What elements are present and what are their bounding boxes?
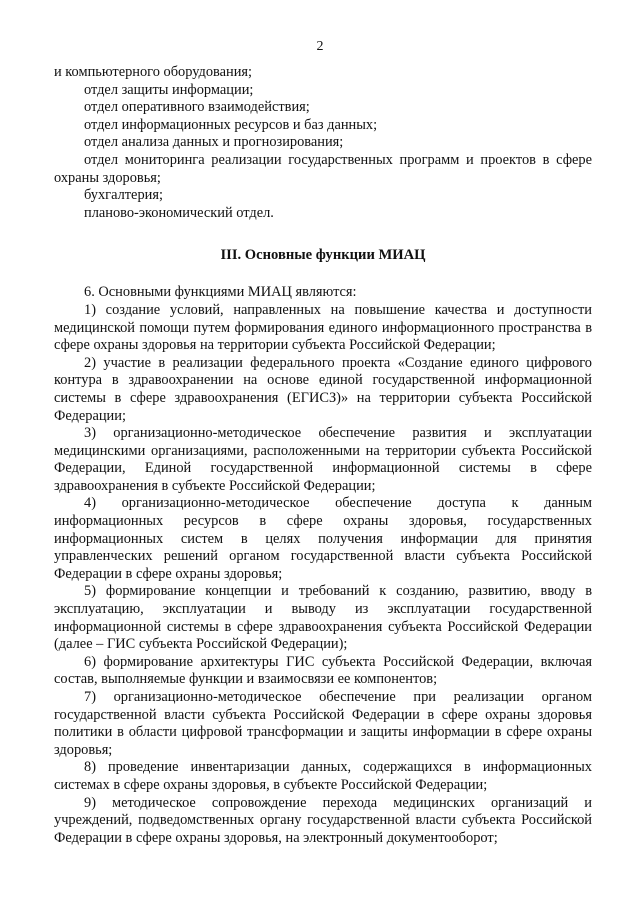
list-item: отдел анализа данных и прогнозирования;	[84, 134, 344, 151]
function-item: 1) создание условий, направленных на повышение качества и доступности медицинской помощи путем формирования единого информационного пространства в сфере охраны здоровья на территории субъекта Российской Федерации;	[54, 301, 592, 354]
function-item: 3) организационно-методическое обеспечение развития и эксплуатации медицинскими организациями, расположенными на территории субъекта Российской Федерации, Единой государственной информационной системы в сфере здравоохранения в субъекте Российской Федерации;	[54, 425, 592, 494]
function-item: 6) формирование архитектуры ГИС субъекта Российской Федерации, включая состав, выполняемые функции и взаимосвязи ее компонентов;	[54, 653, 592, 688]
page-number: 2	[316, 39, 324, 54]
list-item: отдел оперативного взаимодействия;	[84, 99, 310, 116]
function-item: 2) участие в реализации федерального проекта «Создание единого цифрового контура в здравоохранении на основе единой государственной информационной системы в сфере здравоохранения (ЕГИСЗ)» на территории субъекта Российской Федерации;	[54, 354, 592, 424]
function-item: 5) формирование концепции и требований к созданию, развитию, вводу в эксплуатацию, эксплуатации и выводу из эксплуатации государственной информационной системы в сфере здравоохранения субъекта Российской Федерации (далее – ГИС субъекта Российской Федерации);	[54, 583, 592, 653]
list-item: планово-экономический отдел.	[84, 204, 274, 221]
list-item: бухгалтерия;	[84, 187, 163, 204]
section-heading: III. Основные функции МИАЦ	[220, 247, 426, 264]
section-intro: 6. Основными функциями МИАЦ являются:	[84, 284, 357, 301]
list-item: отдел защиты информации;	[84, 81, 254, 98]
function-item: 7) организационно-методическое обеспечение при реализации органом государственной власти субъекта Российской Федерации в сфере охраны здоровья политики в области цифровой трансформации и защиты информации в сфере охраны здоровья;	[54, 689, 592, 758]
list-item: и компьютерного оборудования;	[54, 64, 253, 80]
department-list	[54, 64, 592, 222]
function-item: 9) методическое сопровождение перехода медицинских организаций и учреждений, подведомственных органу государственной власти субъекта Российской Федерации в сфере охраны здоровья, на электронный документооборот;	[54, 794, 592, 846]
list-item: отдел мониторинга реализации государственных программ и проектов в сфере охраны здоровья;	[54, 151, 592, 186]
functions-list	[54, 302, 592, 847]
function-item: 8) проведение инвентаризации данных, содержащихся в информационных системах в сфере охраны здоровья, в субъекте Российской Федерации;	[54, 759, 592, 793]
document-body	[54, 64, 592, 847]
function-item: 4) организационно-методическое обеспечение доступа к данным информационных ресурсов в сфере охраны здоровья, государственных информационных систем в целях получения информации для принятия управленческих решений органом государственной власти субъекта Российской Федерации в сфере охраны здоровья;	[54, 495, 592, 582]
list-item: отдел информационных ресурсов и баз данных;	[84, 116, 378, 133]
